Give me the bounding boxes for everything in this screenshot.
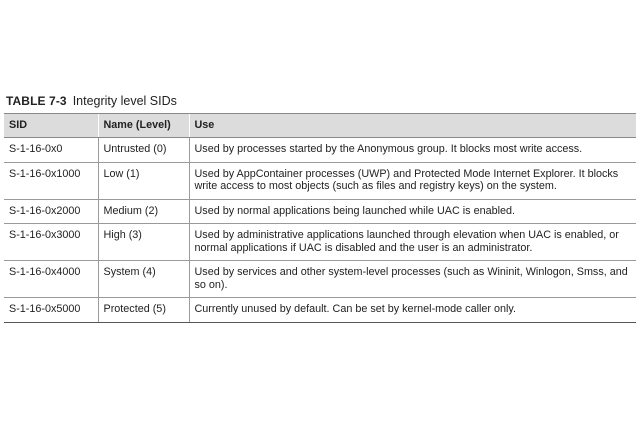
table-header <box>4 114 636 138</box>
cell-use: Used by services and other system-level processes (such as Wininit, Winlogon, Smss, and so on). <box>189 261 636 298</box>
cell-sid: S-1-16-0x1000 <box>4 162 98 199</box>
cell-sid: S-1-16-0x3000 <box>4 224 98 261</box>
table-row <box>4 138 636 163</box>
table-caption <box>6 94 636 108</box>
table-row <box>4 261 636 298</box>
header-name-level: Name (Level) <box>98 114 189 138</box>
cell-use: Used by AppContainer processes (UWP) and Protected Mode Internet Explorer. It blocks write access to most objects (such as files and registry keys) on the system. <box>189 162 636 199</box>
cell-name-level: Untrusted (0) <box>98 138 189 163</box>
integrity-level-table <box>4 113 636 323</box>
cell-use: Used by administrative applications launched through elevation when UAC is enabled, or normal applications if UAC is disabled and the user is an administrator. <box>189 224 636 261</box>
table-row <box>4 224 636 261</box>
cell-sid: S-1-16-0x0 <box>4 138 98 163</box>
table-title: Integrity level SIDs <box>72 94 177 108</box>
table-body <box>4 138 636 323</box>
header-sid: SID <box>4 114 98 138</box>
cell-name-level: High (3) <box>98 224 189 261</box>
cell-sid: S-1-16-0x2000 <box>4 199 98 224</box>
document-page <box>4 94 636 323</box>
cell-sid: S-1-16-0x4000 <box>4 261 98 298</box>
table-row <box>4 162 636 199</box>
cell-name-level: System (4) <box>98 261 189 298</box>
cell-name-level: Medium (2) <box>98 199 189 224</box>
cell-name-level: Protected (5) <box>98 298 189 323</box>
cell-use: Currently unused by default. Can be set by kernel-mode caller only. <box>189 298 636 323</box>
cell-name-level: Low (1) <box>98 162 189 199</box>
header-use: Use <box>189 114 636 138</box>
cell-use: Used by processes started by the Anonymous group. It blocks most write access. <box>189 138 636 163</box>
table-number: TABLE 7-3 <box>6 94 67 108</box>
cell-sid: S-1-16-0x5000 <box>4 298 98 323</box>
table-row <box>4 298 636 323</box>
table-row <box>4 199 636 224</box>
header-row <box>4 114 636 138</box>
cell-use: Used by normal applications being launched while UAC is enabled. <box>189 199 636 224</box>
